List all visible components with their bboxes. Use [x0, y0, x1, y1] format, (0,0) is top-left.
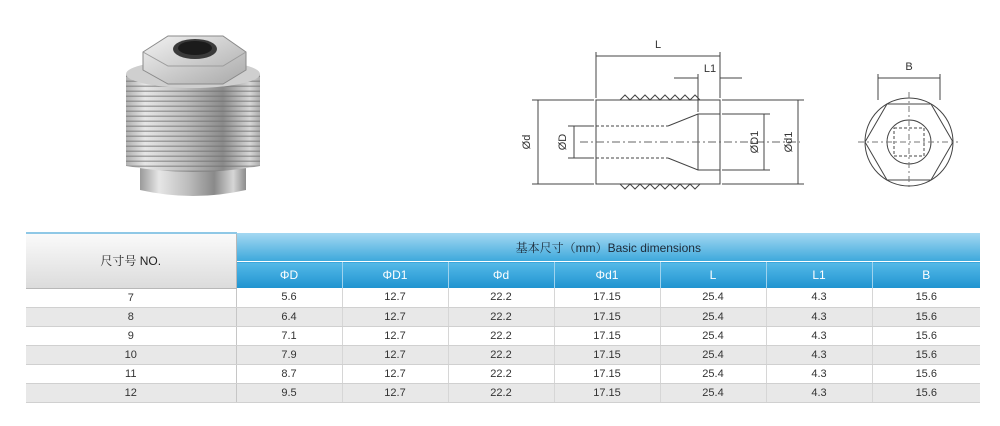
cell-size-no: 9 [26, 326, 236, 345]
table-row [26, 307, 980, 326]
col-header-D1: ΦD1 [342, 262, 448, 289]
table-cell: 15.6 [872, 326, 980, 345]
label-B: B [905, 61, 913, 73]
cell-size-no: 7 [26, 288, 236, 307]
table-row [26, 383, 980, 402]
cell-size-no: 10 [26, 345, 236, 364]
table-row [26, 364, 980, 383]
cell-size-no: 12 [26, 383, 236, 402]
table-cell: 9.5 [236, 383, 342, 402]
table-cell: 22.2 [448, 307, 554, 326]
table-cell: 7.9 [236, 345, 342, 364]
table-cell: 4.3 [766, 326, 872, 345]
cell-size-no: 8 [26, 307, 236, 326]
table-cell: 15.6 [872, 307, 980, 326]
col-header-d1: Φd1 [554, 262, 660, 289]
side-section-drawing [510, 30, 830, 195]
table-cell: 15.6 [872, 364, 980, 383]
col-header-d: Φd [448, 262, 554, 289]
dimensions-table [26, 232, 980, 403]
table-cell: 17.15 [554, 326, 660, 345]
table-cell: 12.7 [342, 288, 448, 307]
table-cell: 15.6 [872, 288, 980, 307]
table-cell: 4.3 [766, 383, 872, 402]
label-L: L [654, 39, 662, 51]
col-header-D: ΦD [236, 262, 342, 289]
col-header-L: L [660, 262, 766, 289]
table-cell: 17.15 [554, 364, 660, 383]
table-cell: 17.15 [554, 345, 660, 364]
table-cell: 12.7 [342, 326, 448, 345]
label-L1: L1 [703, 63, 717, 75]
table-cell: 6.4 [236, 307, 342, 326]
table-cell: 17.15 [554, 288, 660, 307]
table-cell: 22.2 [448, 326, 554, 345]
col-header-L1: L1 [766, 262, 872, 289]
label-d: Ød [521, 134, 533, 150]
table-cell: 4.3 [766, 307, 872, 326]
table-cell: 17.15 [554, 383, 660, 402]
table-row [26, 288, 980, 307]
table-cell: 25.4 [660, 326, 766, 345]
table-cell: 25.4 [660, 307, 766, 326]
table-cell: 8.7 [236, 364, 342, 383]
table-cell: 5.6 [236, 288, 342, 307]
table-cell: 25.4 [660, 383, 766, 402]
table-row [26, 345, 980, 364]
header-size-no: 尺寸号 NO. [26, 233, 236, 288]
table-cell: 25.4 [660, 364, 766, 383]
table-cell: 4.3 [766, 288, 872, 307]
table-cell: 12.7 [342, 307, 448, 326]
front-view-drawing [858, 52, 958, 192]
table-cell: 25.4 [660, 288, 766, 307]
table-cell: 4.3 [766, 345, 872, 364]
table-row [26, 326, 980, 345]
table-cell: 22.2 [448, 288, 554, 307]
table-cell: 15.6 [872, 345, 980, 364]
table-cell: 22.2 [448, 364, 554, 383]
fitting-photo [118, 22, 268, 204]
table-cell: 25.4 [660, 345, 766, 364]
header-basic-dimensions: 基本尺寸（mm）Basic dimensions [236, 233, 980, 262]
table-cell: 17.15 [554, 307, 660, 326]
label-D1: ØD1 [749, 130, 761, 154]
table-cell: 4.3 [766, 364, 872, 383]
label-D: ØD [557, 133, 569, 151]
table-cell: 22.2 [448, 345, 554, 364]
cell-size-no: 11 [26, 364, 236, 383]
table-cell: 12.7 [342, 345, 448, 364]
table-cell: 12.7 [342, 383, 448, 402]
table-cell: 7.1 [236, 326, 342, 345]
table-cell: 22.2 [448, 383, 554, 402]
label-d1: Ød1 [783, 131, 795, 153]
col-header-B: B [872, 262, 980, 289]
table-cell: 12.7 [342, 364, 448, 383]
table-cell: 15.6 [872, 383, 980, 402]
